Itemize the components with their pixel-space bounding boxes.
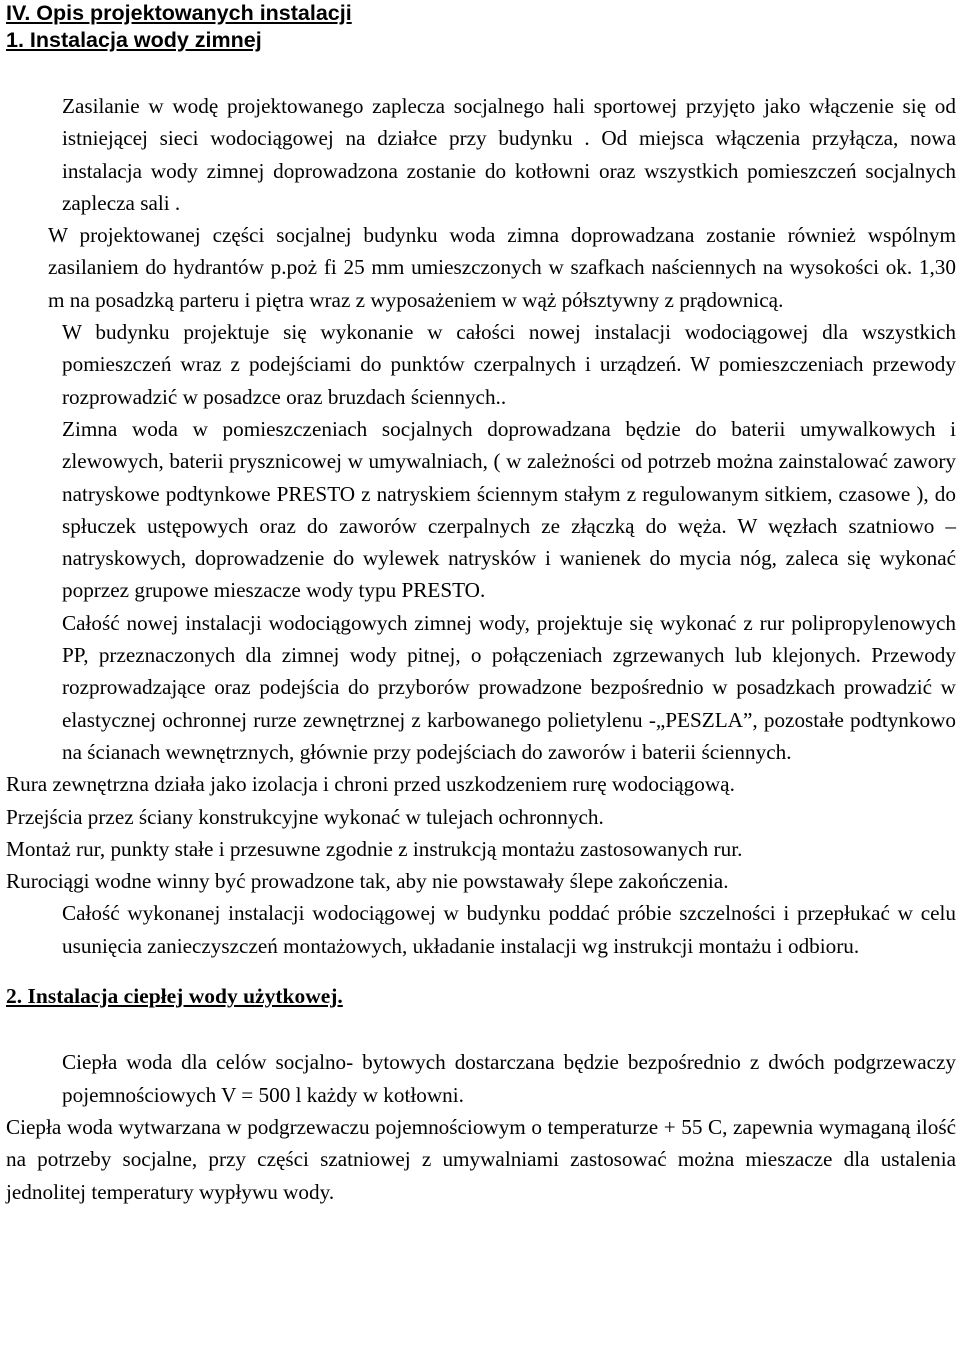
paragraph-cold-water-points: Zimna woda w pomieszczeniach socjalnych doprowadzana będzie do baterii umywalkowych i zlewowych, baterii prysznicowej w umywalniach, ( w zależności od potrzeb można zainstalować zawory natryskowe podtynkowe PRESTO z natryskiem ściennym stałym z regulowanym sitkiem, czasowe ), do spłuczek ustępowych oraz do zaworów czerpalnych ze złączką do węża. W węzłach szatniowo – natryskowych, doprowadzenie do wylewek natrysków i wanienek do mycia nóg, zaleca się wykonać poprzez grupowe mieszacze wody typu PRESTO.	[62, 416, 956, 603]
section-2-heading: 2. Instalacja ciepłej wody użytkowej.	[6, 984, 343, 1009]
section-1-heading: 1. Instalacja wody zimnej	[6, 28, 262, 52]
paragraph-new-installation: W budynku projektuje się wykonanie w całości nowej instalacji wodociągowej dla wszystkich pomieszczeń wraz z podejściami do punktów czerpalnych i urządzeń. W pomieszczeniach przewody rozprowadzić w posadzce oraz bruzdach ściennych..	[62, 320, 956, 409]
paragraph-wall-passages: Przejścia przez ściany konstrukcyjne wykonać w tulejach ochronnych.	[6, 804, 604, 829]
chapter-heading: IV. Opis projektowanych instalacji	[6, 1, 352, 25]
paragraph-outer-pipe: Rura zewnętrzna działa jako izolacja i chroni przed uszkodzeniem rurę wodociągową.	[6, 772, 735, 797]
paragraph-pipe-materials: Całość nowej instalacji wodociągowych zimnej wody, projektuje się wykonać z rur polipropylenowych PP, przeznaczonych dla zimnej wody pitnej, o połączeniach zgrzewanych lub klejonych. Przewody rozprowadzające oraz podejścia do przyborów prowadzone bezpośrednio w posadzkach prowadzić w elastycznej ochronnej rurze zewnętrznej z karbowanego polietylenu -„PESZLA”, pozostałe podtynkowo na ścianach wewnętrznych, głównie przy podejściach do zaworów i baterii ściennych.	[62, 610, 956, 764]
section-2-body	[6, 980, 956, 1208]
paragraph-pressure-test: Całość wykonanej instalacji wodociągowej w budynku poddać próbie szczelności i przepłukać w celu usunięcia zanieczyszczeń montażowych, układanie instalacji wg instrukcji montażu i odbioru.	[62, 901, 956, 958]
paragraph-hot-water-temperature: Ciepła woda wytwarzana w podgrzewaczu pojemnościowym o temperaturze + 55 C, zapewnia wymaganą ilość na potrzeby socjalne, przy części szatniowej z umywalniami zastosować można mieszacze dla ustalenia jednolitej temperatury wypływu wody.	[6, 1114, 956, 1204]
paragraph-hot-water-source: Ciepła woda dla celów socjalno- bytowych dostarczana będzie bezpośrednio z dwóch podgrzewaczy pojemnościowych V = 500 l każdy w kotłowni.	[62, 1050, 956, 1107]
paragraph-hydrants: W projektowanej części socjalnej budynku woda zimna doprowadzana zostanie również wspólnym zasilaniem do hydrantów p.poż fi 25 mm umieszczonych w szafkach naściennych na wysokości ok. 1,30 m na posadzką parteru i piętra wraz z wyposażeniem w wąż półsztywny z prądownicą.	[48, 223, 956, 312]
paragraph-water-supply: Zasilanie w wodę projektowanego zaplecza socjalnego hali sportowej przyjęto jako włączenie się od istniejącej sieci wodociągowej na działce przy budynku . Od miejsca włączenia przyłącza, nowa instalacja wody zimnej doprowadzona zostanie do kotłowni oraz wszystkich pomieszczeń socjalnych zaplecza sali .	[62, 94, 956, 215]
paragraph-pipe-mounting: Montaż rur, punkty stałe i przesuwne zgodnie z instrukcją montażu zastosowanych rur.	[6, 836, 743, 861]
paragraph-no-dead-ends: Rurociągi wodne winny być prowadzone tak, aby nie powstawały ślepe zakończenia.	[6, 869, 729, 894]
document-page	[6, 0, 956, 1208]
section-1-body	[6, 90, 956, 962]
